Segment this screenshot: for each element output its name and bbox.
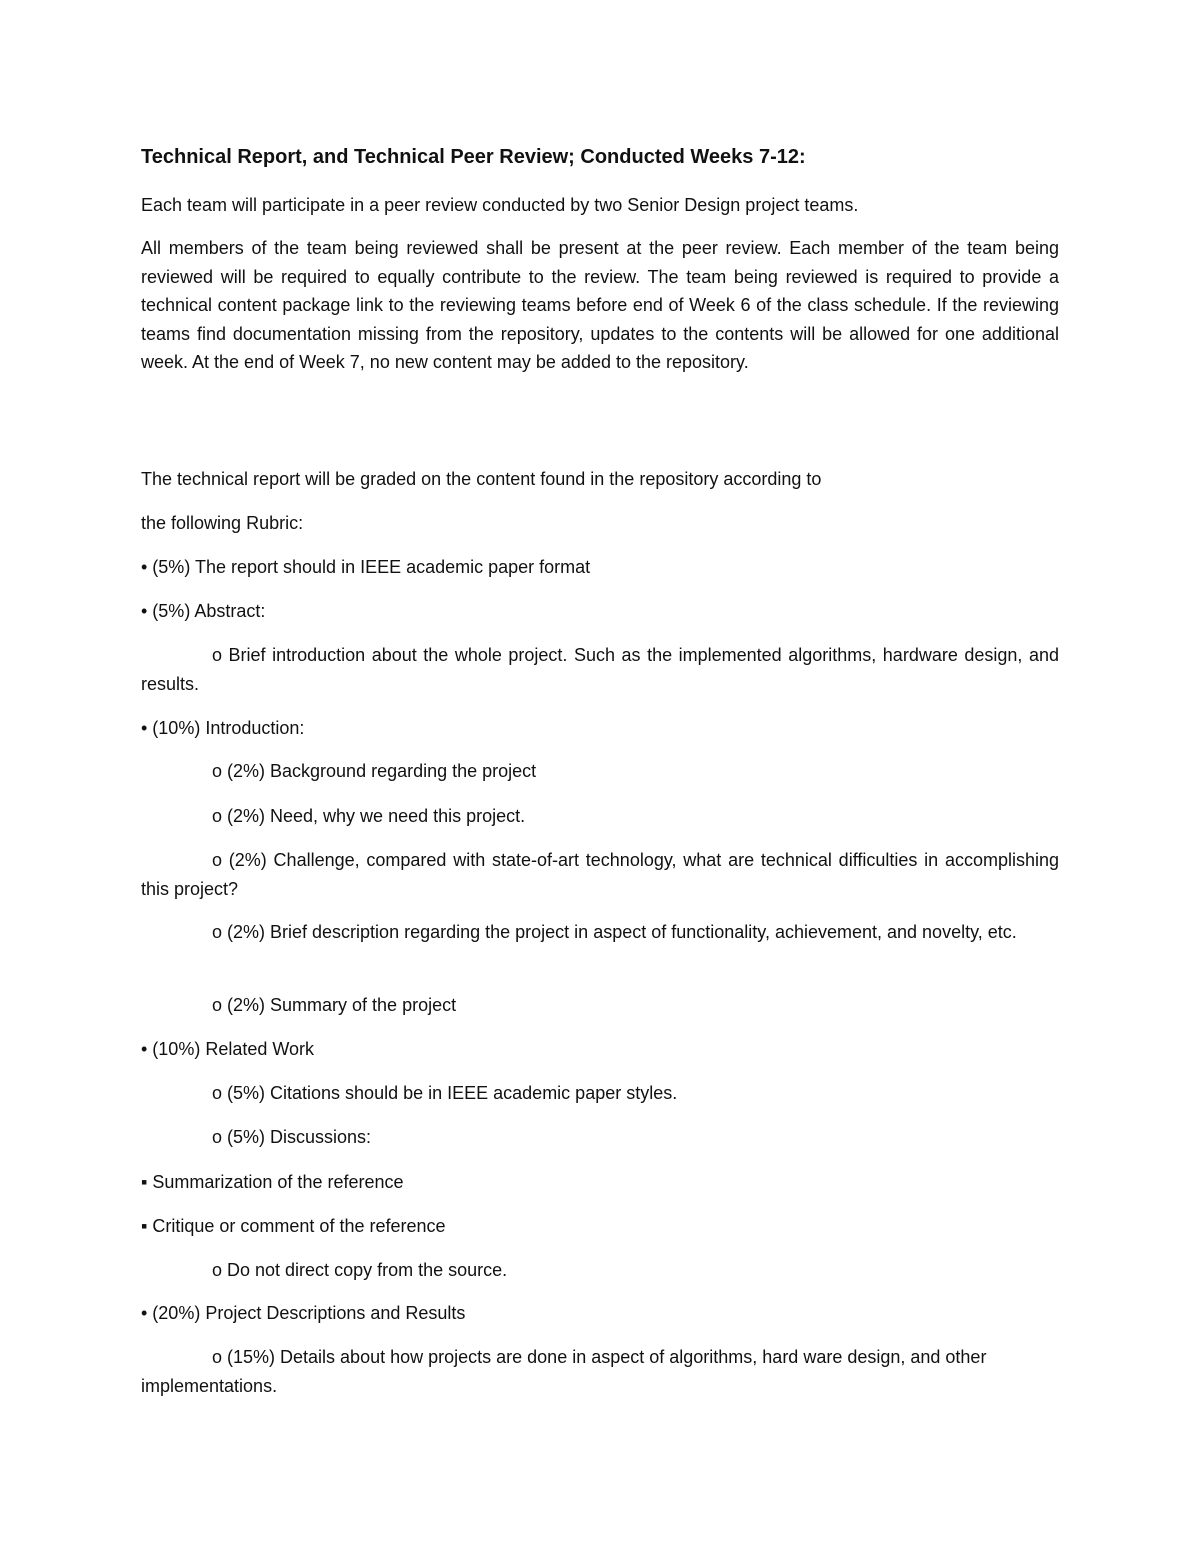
rubric-subitem: o (5%) Citations should be in IEEE academic paper styles. [212,1083,678,1103]
rubric-subitem: o (2%) Background regarding the project [212,761,537,781]
grading-line-2: the following Rubric: [141,513,304,533]
document-heading: Technical Report, and Technical Peer Review; Conducted Weeks 7-12: [141,146,806,168]
requirements-paragraph: All members of the team being reviewed shall be present at the peer review. Each member of the team being reviewed will be required to equally contribute to the review. The team being reviewed is required to provide a technical content package link to the reviewing teams before end of Week 6 of the class schedule. If the reviewing teams find documentation missing from the repository, updates to the contents will be allowed for one additional week. At the end of Week 7, no new content may be added to the repository. [141,238,1059,372]
rubric-subitem: o (2%) Summary of the project [212,995,457,1015]
rubric-subitem: o Do not direct copy from the source. [212,1260,508,1280]
rubric-item: • (20%) Project Descriptions and Results [141,1303,466,1323]
rubric-item: • (5%) Abstract: [141,601,266,621]
rubric-item: • (5%) The report should in IEEE academic paper format [141,557,591,577]
rubric-subitem: o (2%) Brief description regarding the project in aspect of functionality, achievement, and novelty, etc. [212,922,1017,942]
rubric-subitem: o (2%) Need, why we need this project. [212,806,526,826]
rubric-subitem: o (5%) Discussions: [212,1127,372,1147]
rubric-subitem: o Brief introduction about the whole project. Such as the implemented algorithms, hardware design, and results. [141,645,1059,694]
rubric-subitem: o (2%) Challenge, compared with state-of-art technology, what are technical difficulties in accomplishing this project? [141,850,1059,899]
rubric-subsubitem: ▪ Summarization of the reference [141,1172,404,1192]
rubric-subsubitem: ▪ Critique or comment of the reference [141,1216,446,1236]
rubric-subitem: o (15%) Details about how projects are done in aspect of algorithms, hard ware design, and other implementations. [141,1347,987,1396]
intro-paragraph: Each team will participate in a peer review conducted by two Senior Design project teams. [141,195,859,215]
grading-line-1: The technical report will be graded on the content found in the repository according to [141,469,822,489]
rubric-item: • (10%) Introduction: [141,718,305,738]
rubric-item: • (10%) Related Work [141,1039,315,1059]
